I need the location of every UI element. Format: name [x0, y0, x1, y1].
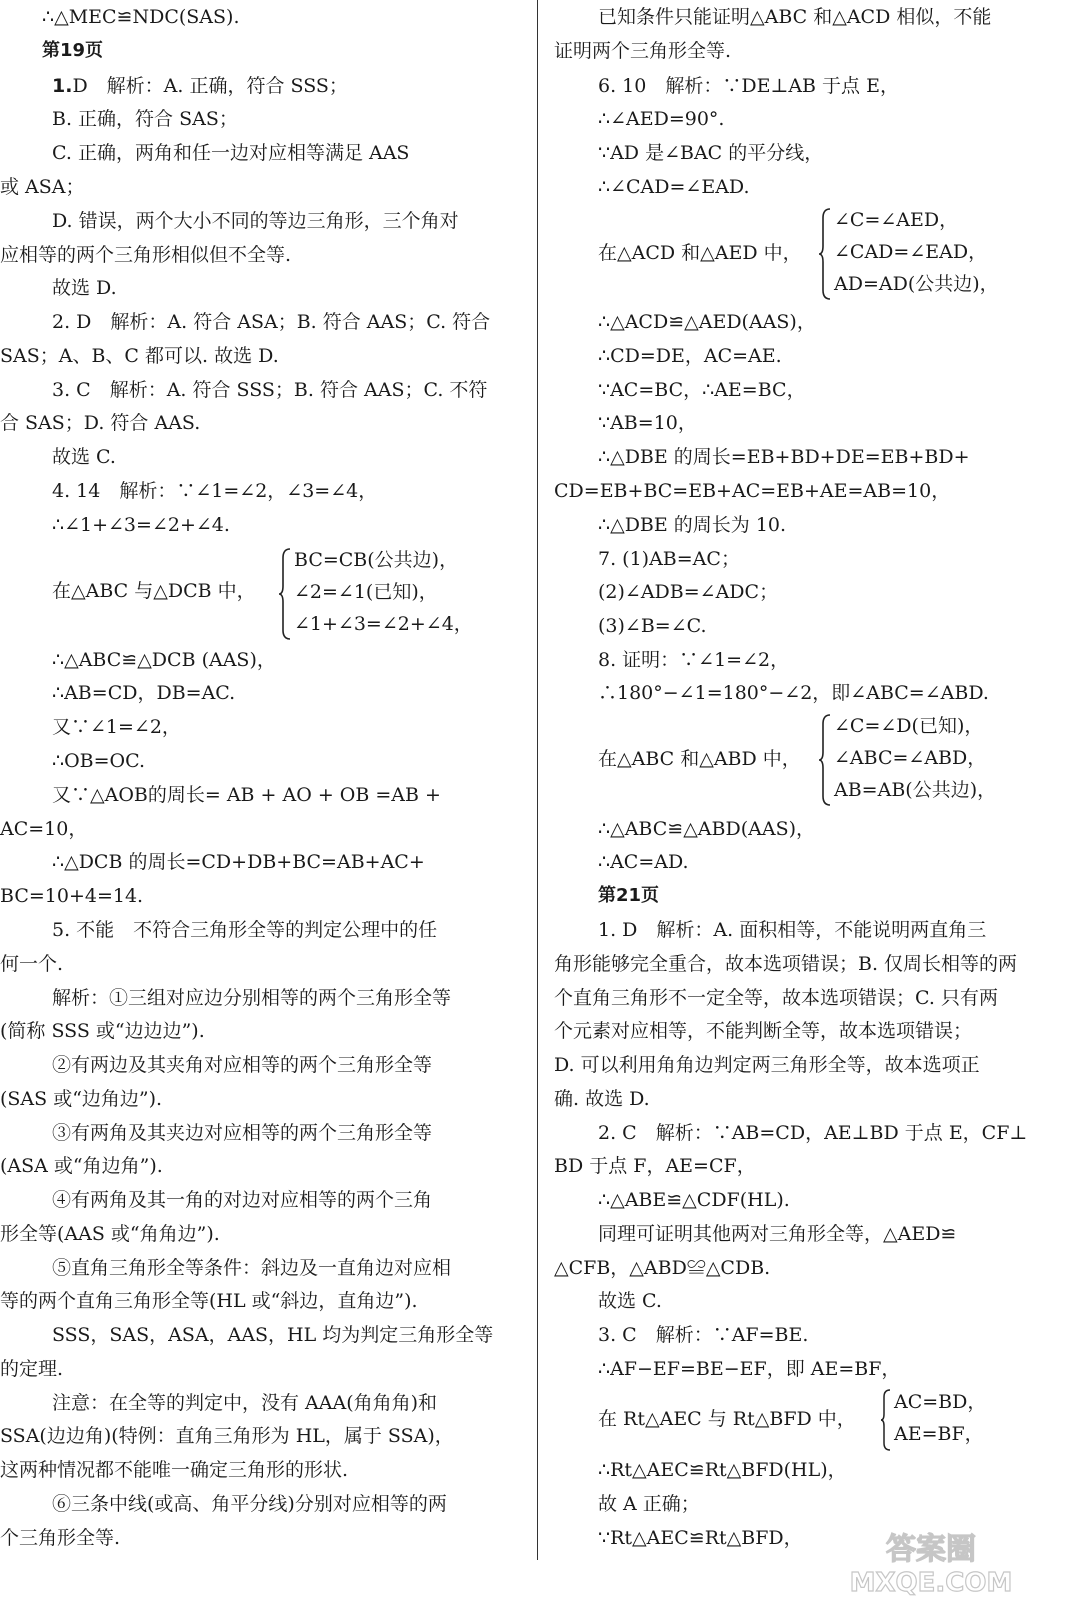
text-line: ∴AF−EF=BE−EF，即 AE=BF，: [598, 1358, 901, 1380]
q1-line: [52, 71, 348, 101]
text-line: ∴∠1+∠3=∠2+∠4.: [52, 514, 230, 536]
text-line: CD=EB+BC=EB+AC=EB+AE=AB=10，: [554, 480, 951, 502]
text-line: ∴△DBE 的周长为 10.: [598, 514, 787, 536]
text-line: 已知条件只能证明△ABC 和△ACD 相似，不能: [598, 6, 992, 28]
brace-lead: 在 Rt△AEC 与 Rt△BFD 中，: [598, 1408, 856, 1430]
brace-item: ∠2=∠1(已知)，: [294, 581, 438, 603]
text-line: B. 正确，符合 SAS；: [52, 108, 238, 130]
brace-item: ∠CAD=∠EAD，: [834, 241, 988, 263]
text-line: ∴CD=DE，AC=AE.: [598, 345, 782, 367]
brace-item: AD=AD(公共边)，: [834, 273, 999, 295]
text-line: ∵AD 是∠BAC 的平分线，: [598, 142, 824, 164]
text-line: 故 A 正确；: [598, 1493, 700, 1515]
text-line: ∵Rt△AEC≌Rt△BFD，: [598, 1527, 803, 1549]
section-heading-page-19: 第19页: [42, 40, 104, 61]
text-line: ∴△ABC≌△ABD(AAS)，: [598, 818, 816, 840]
text-line: ∴△ACD≌△AED(AAS)，: [598, 311, 816, 333]
curly-brace-icon: [278, 548, 292, 640]
section-heading-page-21: 第21页: [598, 885, 660, 906]
text-line: 故选 C.: [52, 446, 116, 468]
brace-system-q6: [598, 204, 1066, 304]
watermark: [796, 1527, 1066, 1597]
brace-system-q4: [52, 544, 522, 644]
text-line: ∵AC=BC，∴AE=BC，: [598, 379, 806, 401]
text-line: 同理可证明其他两对三角形全等，△AED≌: [598, 1223, 957, 1245]
p2-line: 2. C 解析：∵AB=CD，AE⊥BD 于点 E，CF⊥: [598, 1122, 1028, 1144]
text-line: ③有两角及其夹边对应相等的两个三角形全等: [52, 1122, 433, 1144]
q1-number: 1.: [52, 75, 73, 97]
watermark-graphic: [796, 1527, 1066, 1597]
text-line: BC=10+4=14.: [0, 885, 144, 907]
text-line: ∴△MEC≌NDC(SAS).: [42, 6, 240, 28]
text-line: 形全等(AAS 或“角角边”).: [0, 1223, 220, 1245]
text-line: △CFB，△ABD≌△CDB.: [554, 1257, 771, 1279]
text-line: (2)∠ADB=∠ADC；: [598, 581, 779, 603]
text-line: BD 于点 F，AE=CF，: [554, 1155, 756, 1177]
text-line: ∴∠CAD=∠EAD.: [598, 176, 750, 198]
text-line: ∴△DCB 的周长=CD+DB+BC=AB+AC+: [52, 851, 425, 873]
p3-line: 3. C 解析：∵AF=BE.: [598, 1324, 809, 1346]
text-line: ∴△ABC≌△DCB (AAS)，: [52, 649, 276, 671]
text-line: 确. 故选 D.: [554, 1088, 650, 1110]
text-line: (简称 SSS 或“边边边”).: [0, 1020, 205, 1042]
brace-item: BC=CB(公共边)，: [294, 549, 459, 571]
curly-brace-icon: [880, 1389, 892, 1451]
brace-item: AC=BD，: [894, 1391, 987, 1413]
q8-line: 8. 证明：∵∠1=∠2，: [598, 649, 790, 671]
text-line: SSS，SAS，ASA，AAS，HL 均为判定三角形全等: [52, 1324, 494, 1346]
brace-item: ∠1+∠3=∠2+∠4，: [294, 613, 473, 635]
text-line: ∵AB=10，: [598, 412, 697, 434]
text-line: ∴△DBE 的周长=EB+BD+DE=EB+BD+: [598, 446, 970, 468]
text-line: AC=10，: [0, 818, 88, 840]
q5-line: 5. 不能 不符合三角形全等的判定公理中的任: [52, 919, 438, 941]
brace-items: [894, 1386, 986, 1450]
text-line: ⑥三条中线(或高、角平分线)分别对应相等的两: [52, 1493, 447, 1515]
brace-items: [834, 204, 999, 300]
text-line: ④有两角及其一角的对边对应相等的两个三角: [52, 1189, 433, 1211]
text-line: 的定理.: [0, 1358, 64, 1380]
brace-item: ∠C=∠D(已知)，: [834, 715, 984, 737]
text-line: 应相等的两个三角形相似但不全等.: [0, 244, 292, 266]
text-line: C. 正确，两角和任一边对应相等满足 AAS: [52, 142, 410, 164]
brace-item: ∠ABC=∠ABD，: [834, 747, 987, 769]
brace-item: AB=AB(公共边)，: [834, 779, 997, 801]
text-line: 角形能够完全重合，故本选项错误；B. 仅周长相等的两: [554, 953, 1018, 975]
text-line: 又∵△AOB的周长= AB + AO + OB =AB +: [52, 784, 441, 806]
text-line: 证明两个三角形全等.: [554, 40, 732, 62]
q2-line: 2. D 解析：A. 符合 ASA；B. 符合 AAS；C. 符合: [52, 311, 491, 333]
text-line: ②有两边及其夹角对应相等的两个三角形全等: [52, 1054, 433, 1076]
curly-brace-icon: [818, 714, 832, 806]
brace-item: ∠C=∠AED，: [834, 209, 959, 231]
text-line: ∴∠AED=90°.: [598, 108, 725, 130]
text-line: (3)∠B=∠C.: [598, 615, 707, 637]
text-line: 个直角三角形不一定全等，故本选项错误；C. 只有两: [554, 987, 998, 1009]
text-line: ∴180°−∠1=180°−∠2，即∠ABC=∠ABD.: [598, 682, 989, 704]
text-line: ⑤直角三角形全等条件：斜边及一直角边对应相: [52, 1257, 452, 1279]
text-line: D. 可以利用角角边判定两三角形全等，故本选项正: [554, 1054, 980, 1076]
text-line: (ASA 或“角边角”).: [0, 1155, 163, 1177]
brace-lead: 在△ACD 和△AED 中，: [598, 242, 802, 264]
text-line: 个三角形全等.: [0, 1527, 121, 1549]
text-line: ∴△ABE≌△CDF(HL).: [598, 1189, 790, 1211]
q3-line: 3. C 解析：A. 符合 SSS；B. 符合 AAS；C. 不符: [52, 379, 488, 401]
brace-lead: 在△ABC 和△ABD 中，: [598, 748, 801, 770]
brace-items: [834, 710, 996, 806]
brace-lead: 在△ABC 与△DCB 中，: [52, 580, 256, 602]
text-line: 又∵∠1=∠2，: [52, 716, 181, 738]
text-line: 注意：在全等的判定中，没有 AAA(角角角)和: [52, 1392, 438, 1414]
q7-line: 7. (1)AB=AC；: [598, 548, 740, 570]
brace-system-p3: [598, 1386, 1066, 1454]
watermark-line2: MXQE.COM: [849, 1568, 1013, 1597]
text-line: 故选 C.: [598, 1290, 662, 1312]
text-line: ∴AC=AD.: [598, 851, 689, 873]
text-line: 等的两个直角三角形全等(HL 或“斜边，直角边”).: [0, 1290, 418, 1312]
text-line: ∴Rt△AEC≌Rt△BFD(HL)，: [598, 1459, 847, 1481]
text-line: ∴AB=CD，DB=AC.: [52, 682, 236, 704]
watermark-line1: 答案圈: [886, 1532, 976, 1567]
brace-item: AE=BF，: [894, 1423, 984, 1445]
column-divider: [537, 0, 538, 1560]
q4-line: 4. 14 解析：∵∠1=∠2，∠3=∠4，: [52, 480, 378, 502]
text-line: 个元素对应相等，不能判断全等，故本选项错误；: [554, 1020, 973, 1042]
p1-line: 1. D 解析：A. 面积相等，不能说明两直角三: [598, 919, 987, 941]
text-line: SSA(边边角)(特例：直角三角形为 HL，属于 SSA)，: [0, 1425, 454, 1447]
text-line: 这两种情况都不能唯一确定三角形的形状.: [0, 1459, 349, 1481]
text-line: 合 SAS；D. 符合 AAS.: [0, 412, 201, 434]
text-line: SAS；A、B、C 都可以. 故选 D.: [0, 345, 279, 367]
text-line: 或 ASA；: [0, 176, 85, 198]
text-line: ∴OB=OC.: [52, 750, 146, 772]
q1-text: D 解析：A. 正确，符合 SSS；: [72, 75, 348, 97]
q6-line: 6. 10 解析：∵DE⊥AB 于点 E，: [598, 75, 899, 97]
brace-system-q8: [598, 710, 1066, 810]
text-line: 何一个.: [0, 953, 64, 975]
brace-items: [294, 544, 473, 640]
curly-brace-icon: [818, 208, 832, 300]
text-line: 解析：①三组对应边分别相等的两个三角形全等: [52, 987, 452, 1009]
text-line: (SAS 或“边角边”).: [0, 1088, 163, 1110]
text-line: D. 错误，两个大小不同的等边三角形，三个角对: [52, 210, 459, 232]
text-line: 故选 D.: [52, 277, 117, 299]
